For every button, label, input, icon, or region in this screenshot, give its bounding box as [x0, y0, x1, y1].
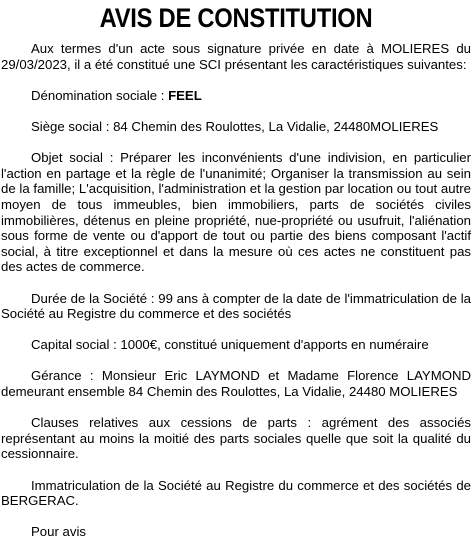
- siege-paragraph: Siège social : 84 Chemin des Roulottes, La Vidalie, 24480MOLIERES: [31, 118, 439, 134]
- clauses-paragraph: Clauses relatives aux cessions de parts : agrément des associés représentant au moins la moitié des parts sociales quelle que soit la qualité du cessionnaire.: [1, 415, 471, 462]
- gerance-paragraph: Gérance : Monsieur Eric LAYMOND et Madame Florence LAYMOND demeurant ensemble 84 Chemin des Roulottes, La Vidalie, 24480 MOLIERES: [1, 368, 471, 400]
- denomination-value: FEEL: [168, 87, 202, 103]
- denomination-label: Dénomination sociale :: [31, 87, 169, 103]
- capital-paragraph: Capital social : 1000€, constitué uniquement d'apports en numéraire: [31, 337, 429, 353]
- intro-paragraph: Aux termes d'un acte sous signature privée en date à MOLIERES du 29/03/2023, il a été constitué une SCI présentant les caractéristiques suivantes:: [1, 41, 471, 72]
- duree-paragraph: Durée de la Société : 99 ans à compter de la date de l'immatriculation de la Société au Registre du commerce et des sociétés: [1, 290, 471, 322]
- immatriculation-paragraph: Immatriculation de la Société au Registre du commerce et des sociétés de BERGERAC.: [1, 477, 471, 509]
- objet-paragraph: Objet social : Préparer les inconvénients d'une indivision, en particulier l'action en partage et la règle de l'unanimité; Organiser la transmission au sein de la famille; L'acquisition, l'administration et la gestion par location ou tout autre moyen de tous immeubles, bien immobiliers, parts de sociétés civiles immobilières, détenus en pleine propriété, nue-propriété ou usufruit, l'aliénation sous forme de vente ou d'apport de tout ou partie des biens composant l'actif social, à titre exceptionnel et dans la mesure où ces actes ne constituent pas des actes de commerce.: [1, 150, 471, 275]
- closing-paragraph: Pour avis: [31, 524, 86, 540]
- notice-title: AVIS DE CONSTITUTION: [99, 3, 373, 33]
- denomination-paragraph: [1, 88, 471, 104]
